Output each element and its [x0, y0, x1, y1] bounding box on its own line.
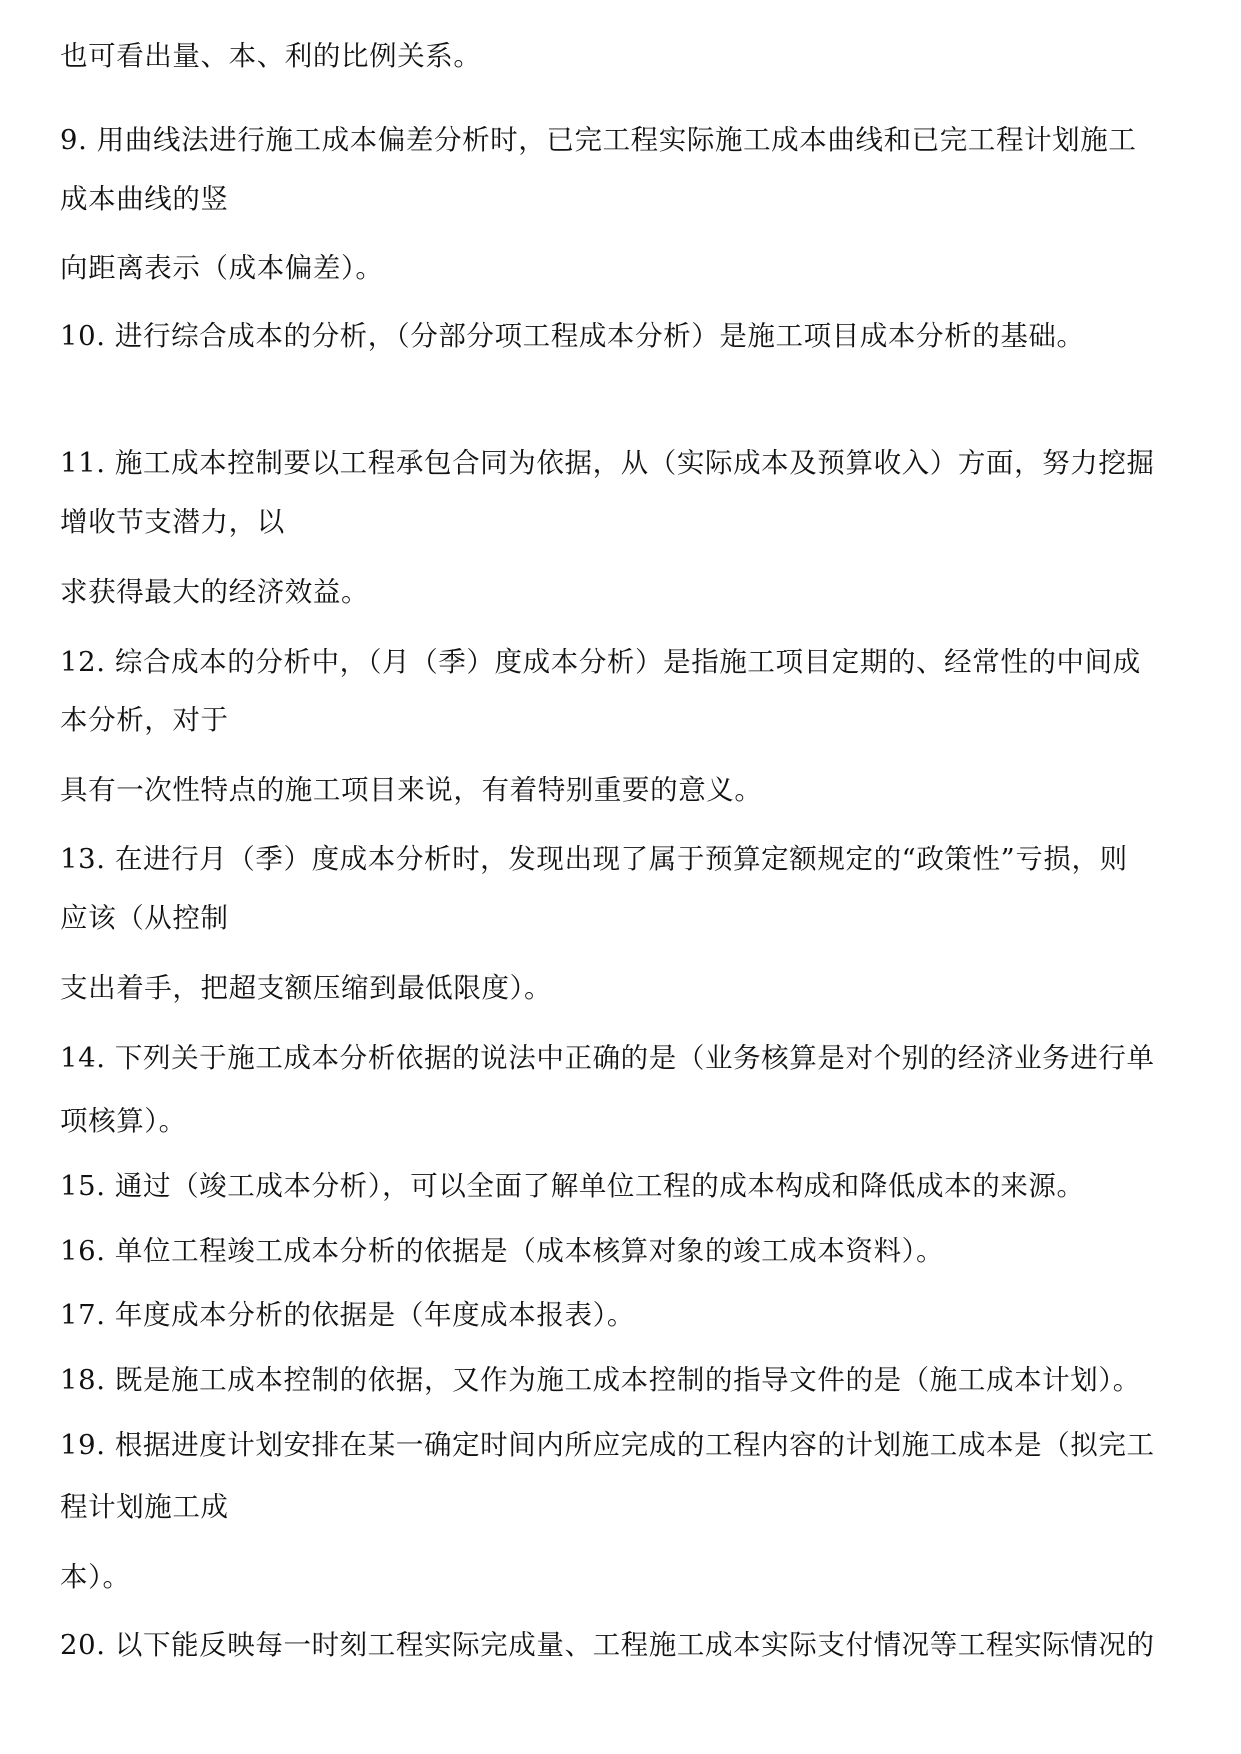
text-line: 13. 在进行月（季）度成本分析时，发现出现了属于预算定额规定的“政策性”亏损，则 [60, 843, 1128, 875]
text-line: 程计划施工成 [60, 1491, 229, 1523]
text-line: 10. 进行综合成本的分析，（分部分项工程成本分析）是施工项目成本分析的基础。 [60, 320, 1085, 352]
text-line: 应该（从控制 [60, 902, 229, 934]
text-line: 具有一次性特点的施工项目来说，有着特别重要的意义。 [60, 774, 763, 806]
text-line: 17. 年度成本分析的依据是（年度成本报表）。 [60, 1299, 636, 1331]
text-line: 15. 通过（竣工成本分析），可以全面了解单位工程的成本构成和降低成本的来源。 [60, 1170, 1085, 1202]
text-line: 9. 用曲线法进行施工成本偏差分析时，已完工程实际施工成本曲线和已完工程计划施工 [60, 124, 1137, 156]
text-line: 14. 下列关于施工成本分析依据的说法中正确的是（业务核算是对个别的经济业务进行单 [60, 1042, 1155, 1074]
text-line: 19. 根据进度计划安排在某一确定时间内所应完成的工程内容的计划施工成本是（拟完工 [60, 1429, 1155, 1461]
text-line: 求获得最大的经济效益。 [60, 576, 370, 608]
text-line: 11. 施工成本控制要以工程承包合同为依据，从（实际成本及预算收入）方面，努力挖掘 [60, 447, 1155, 479]
text-line: 12. 综合成本的分析中，（月（季）度成本分析）是指施工项目定期的、经常性的中间成 [60, 646, 1141, 678]
text-line: 项核算）。 [60, 1105, 187, 1137]
text-line: 本分析，对于 [60, 704, 229, 736]
text-line: 增收节支潜力，以 [60, 506, 285, 538]
text-line: 也可看出量、本、利的比例关系。 [60, 40, 482, 72]
text-line: 成本曲线的竖 [60, 183, 229, 215]
text-line: 向距离表示（成本偏差）。 [60, 252, 384, 284]
text-line: 16. 单位工程竣工成本分析的依据是（成本核算对象的竣工成本资料）。 [60, 1235, 945, 1267]
text-line: 支出着手，把超支额压缩到最低限度）。 [60, 972, 553, 1004]
text-line: 18. 既是施工成本控制的依据，又作为施工成本控制的指导文件的是（施工成本计划）。 [60, 1364, 1141, 1396]
text-line: 20. 以下能反映每一时刻工程实际完成量、工程施工成本实际支付情况等工程实际情况的 [60, 1629, 1155, 1661]
text-line: 本）。 [60, 1561, 131, 1593]
